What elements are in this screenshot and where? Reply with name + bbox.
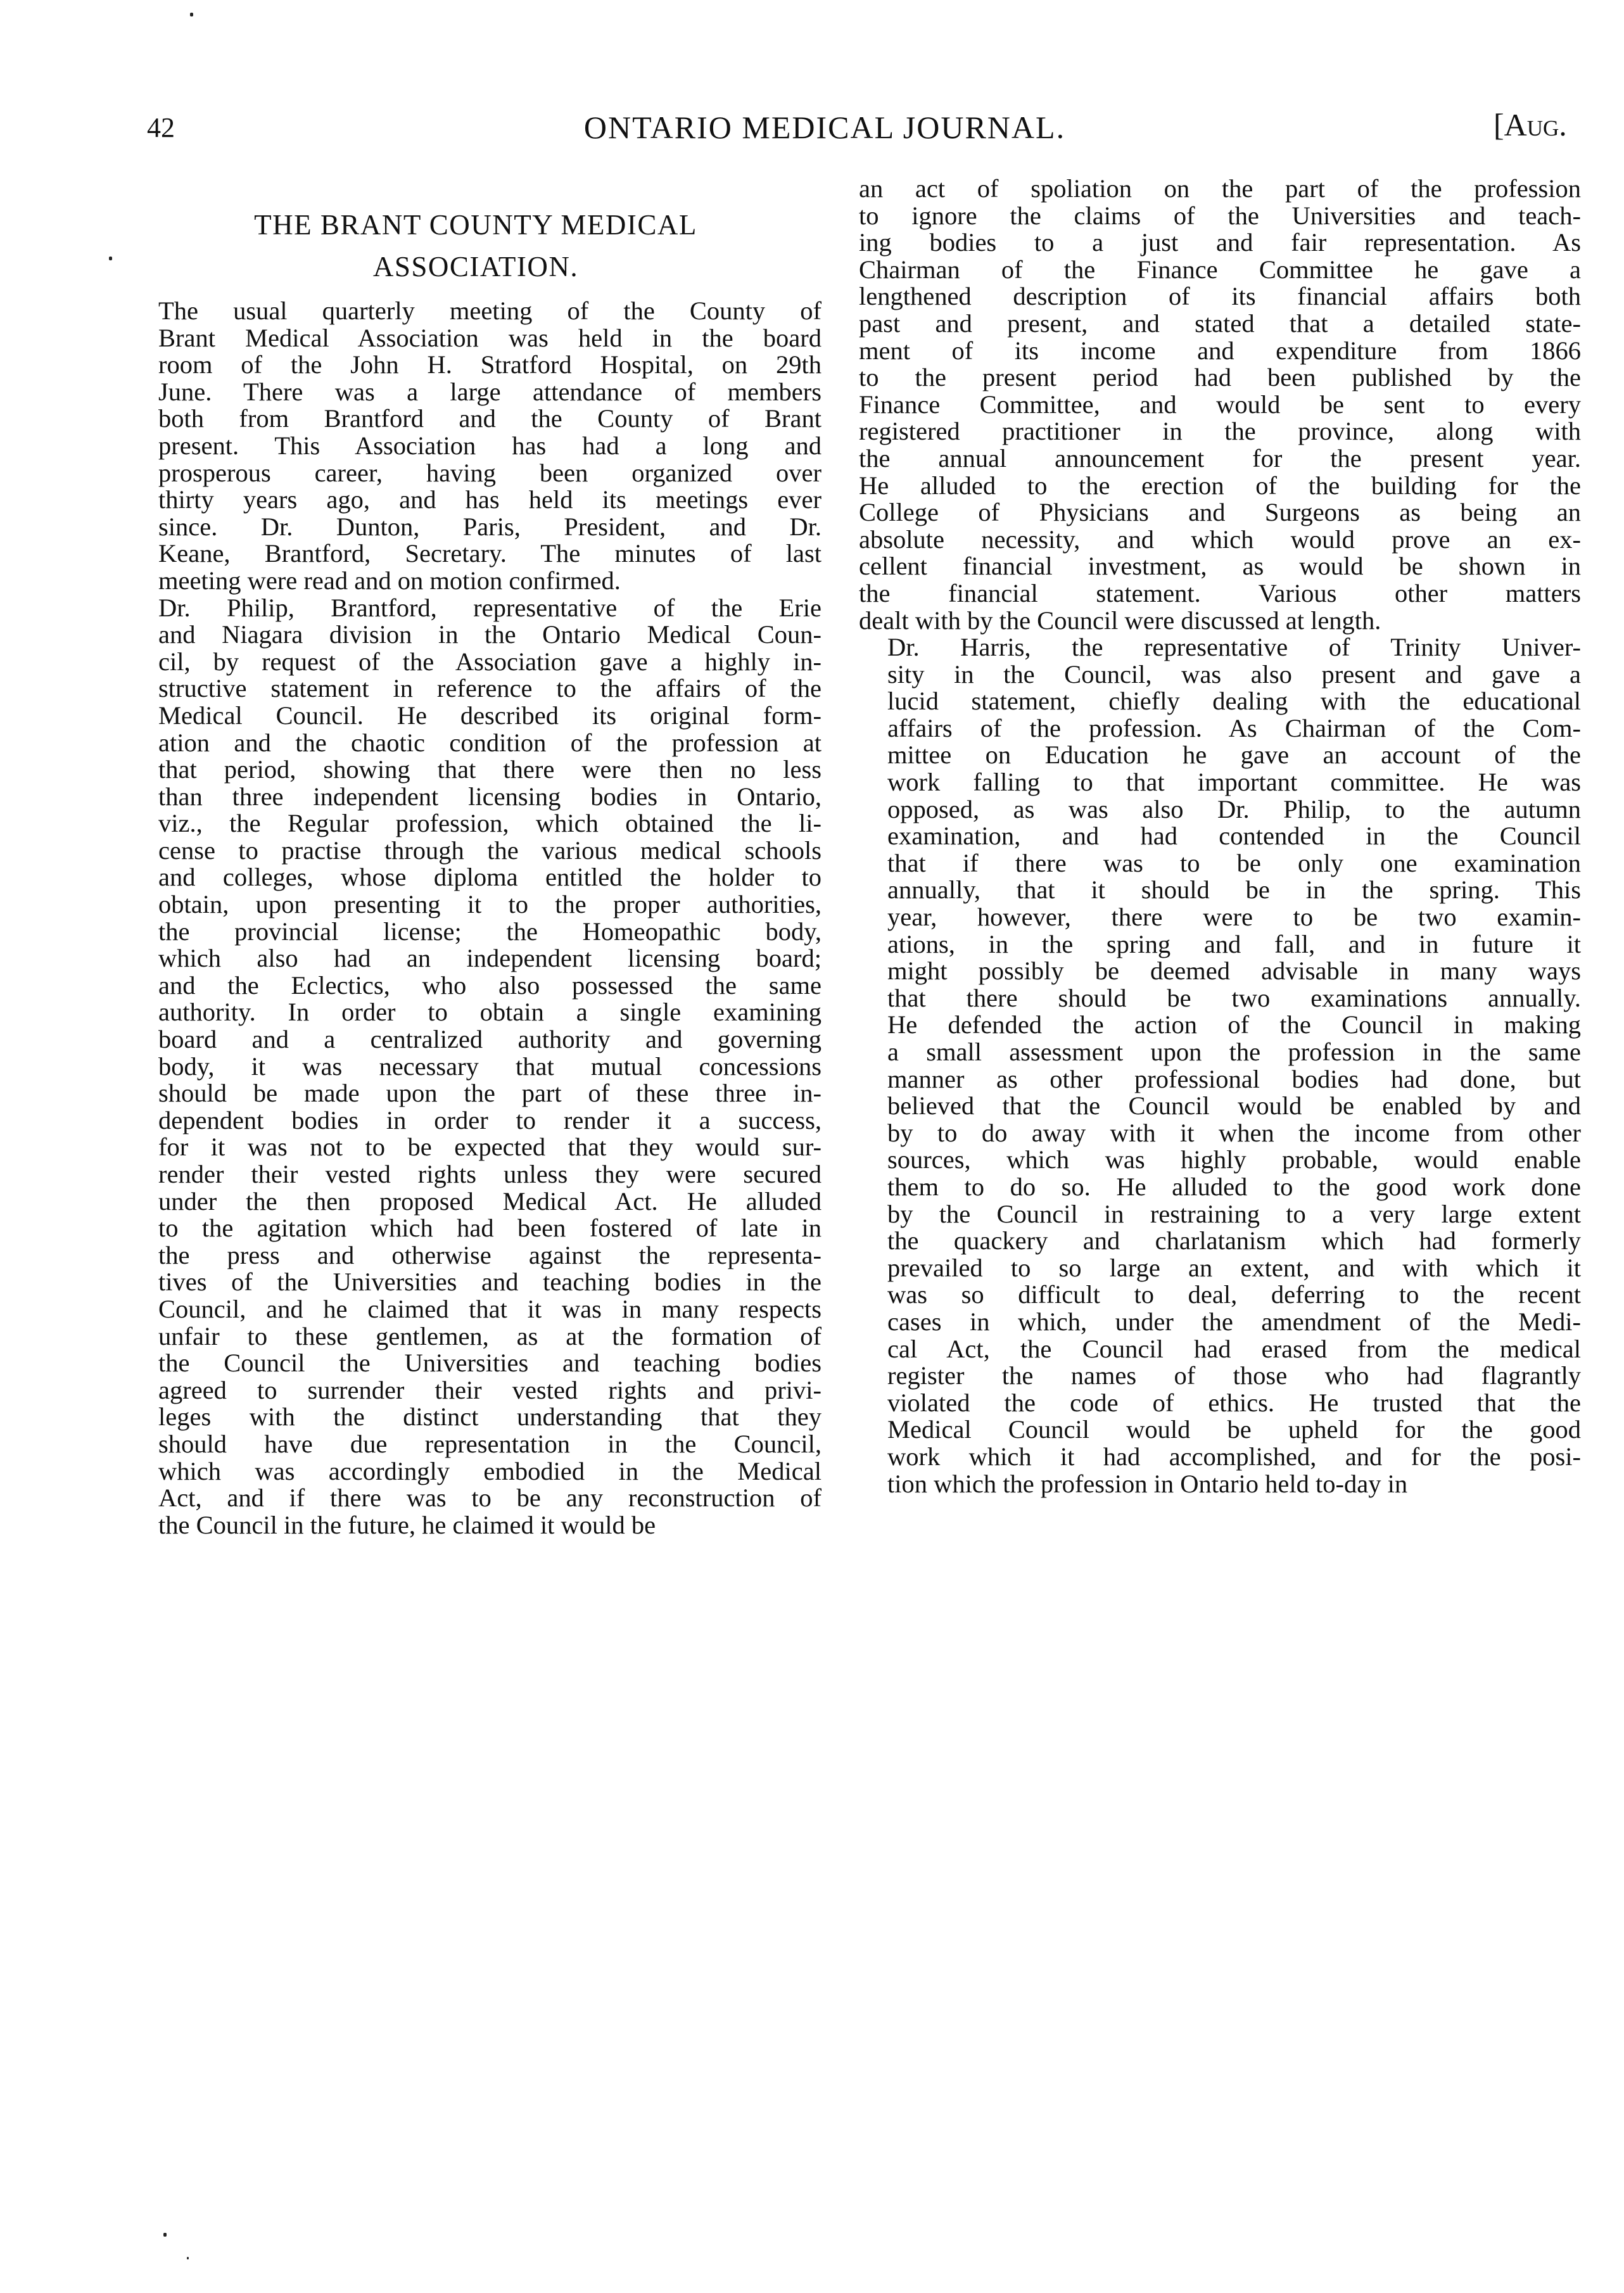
paragraph [859, 634, 1581, 1497]
text-line: room of the John H. Stratford Hospital, on 29th [158, 350, 822, 379]
text-line: opposed, as was also Dr. Philip, to the autumn [887, 794, 1581, 823]
text-line: past and present, and stated that a detailed state- [859, 308, 1581, 338]
text-line: agreed to surrender their vested rights and privi- [158, 1375, 822, 1404]
text-line: which was accordingly embodied in the Medical [158, 1456, 822, 1485]
text-line: both from Brantford and the County of Brant [158, 404, 822, 433]
text-line: Medical Council would be upheld for the good [887, 1415, 1581, 1444]
journal-title: ONTARIO MEDICAL JOURNAL. [583, 110, 1066, 145]
text-line: Dr. Philip, Brantford, representative of the Erie [158, 593, 822, 622]
text-line: structive statement in reference to the affairs of the [158, 674, 822, 703]
text-line: by the Council in restraining to a very large extent [887, 1199, 1581, 1228]
text-line: lucid statement, chiefly dealing with the educational [887, 687, 1581, 716]
scan-speck [163, 2233, 167, 2237]
text-line: Council, and he claimed that it was in many respects [158, 1294, 822, 1323]
text-line: and the Eclectics, who also possessed the same [158, 970, 822, 1000]
text-line: Chairman of the Finance Committee he gave a [859, 255, 1581, 284]
text-line: sity in the Council, was also present and gave a [887, 659, 1581, 689]
text-line: Dr. Harris, the representative of Trinity Univer- [887, 633, 1581, 662]
text-line: and colleges, whose diploma entitled the holder to [158, 863, 822, 892]
text-line: manner as other professional bodies had done, but [887, 1064, 1581, 1093]
text-line: the Council in the future, he claimed it would be [158, 1510, 656, 1539]
text-line: the annual announcement for the present year. [859, 443, 1581, 473]
text-line: by to do away with it when the income from other [887, 1118, 1581, 1147]
text-line: believed that the Council would be enabled by and [887, 1091, 1581, 1121]
text-line: viz., the Regular profession, which obtained the li- [158, 809, 822, 838]
text-line: The usual quarterly meeting of the County of [158, 296, 822, 325]
text-line: to the present period had been published by the [859, 363, 1581, 392]
text-line: board and a centralized authority and governing [158, 1025, 822, 1054]
text-line: them to do so. He alluded to the good work done [887, 1172, 1581, 1201]
left-column-body [130, 298, 822, 1539]
text-line: that period, showing that there were then no less [158, 755, 822, 784]
text-line: He alluded to the erection of the building for the [859, 471, 1581, 500]
text-line: than three independent licensing bodies in Ontario, [158, 782, 822, 811]
text-line: was so difficult to deal, deferring to the recent [887, 1280, 1581, 1309]
text-line: meeting were read and on motion confirmed. [158, 566, 621, 595]
text-line: ations, in the spring and fall, and in future it [887, 929, 1581, 958]
text-line: that if there was to be only one examination [887, 848, 1581, 877]
text-line: and Niagara division in the Ontario Medical Coun- [158, 620, 822, 649]
page-number: 42 [147, 112, 175, 143]
text-line: should have due representation in the Council, [158, 1429, 822, 1458]
issue-month: [Aug. [1494, 107, 1567, 143]
text-line: affairs of the profession. As Chairman of the Com- [887, 713, 1581, 742]
text-line: to ignore the claims of the Universities and teach- [859, 201, 1581, 230]
right-column [859, 175, 1581, 1497]
text-line: year, however, there were to be two examin- [887, 903, 1581, 932]
text-line: an act of spoliation on the part of the profession [859, 174, 1581, 203]
text-line: cellent financial investment, as would be shown in [859, 552, 1581, 581]
text-line: for it was not to be expected that they would sur- [158, 1133, 822, 1162]
text-line: ing bodies to a just and fair representation. As [859, 228, 1581, 257]
text-line: should be made upon the part of these three in- [158, 1079, 822, 1108]
text-line: unfair to these gentlemen, as at the formation of [158, 1321, 822, 1350]
text-line: render their vested rights unless they were secured [158, 1160, 822, 1188]
text-line: since. Dr. Dunton, Paris, President, and Dr. [158, 512, 822, 541]
text-line: ment of its income and expenditure from 1866 [859, 336, 1581, 365]
text-line: lengthened description of its financial affairs both [859, 282, 1581, 311]
text-line: authority. In order to obtain a single examining [158, 998, 822, 1027]
text-line: prosperous career, having been organized over [158, 458, 822, 487]
right-column-body [859, 175, 1581, 1497]
paragraph [130, 595, 822, 1539]
text-line: work falling to that important committee. He was [887, 768, 1581, 797]
text-line: under the then proposed Medical Act. He alluded [158, 1186, 822, 1216]
scan-speck [187, 2257, 189, 2259]
text-line: the provincial license; the Homeopathic body, [158, 917, 822, 946]
text-line: College of Physicians and Surgeons as being an [859, 498, 1581, 527]
text-line: Act, and if there was to be any reconstruction of [158, 1483, 822, 1513]
text-line: June. There was a large attendance of members [158, 377, 822, 406]
text-line: cases in which, under the amendment of the Medi- [887, 1307, 1581, 1336]
text-line: might possibly be deemed advisable in many ways [887, 956, 1581, 986]
text-line: cil, by request of the Association gave a highly in- [158, 647, 822, 676]
text-line: sources, which was highly probable, would enable [887, 1145, 1581, 1174]
text-line: registered practitioner in the province, along with [859, 417, 1581, 446]
text-line: the Council the Universities and teaching bodies [158, 1349, 822, 1378]
text-line: tion which the profession in Ontario held to-day in [887, 1469, 1408, 1498]
text-line: ation and the chaotic condition of the profession at [158, 728, 822, 757]
text-line: Medical Council. He described its original form- [158, 701, 822, 730]
paragraph [130, 298, 822, 595]
left-column [130, 204, 822, 1539]
text-line: cal Act, the Council had erased from the medical [887, 1334, 1581, 1363]
text-line: examination, and had contended in the Council [887, 822, 1581, 851]
text-line: the press and otherwise against the representa- [158, 1240, 822, 1269]
text-line: Finance Committee, and would be sent to every [859, 390, 1581, 419]
text-line: thirty years ago, and has held its meetings ever [158, 485, 822, 514]
text-line: work which it had accomplished, and for the posi- [887, 1442, 1581, 1471]
text-line: the quackery and charlatanism which had formerly [887, 1226, 1581, 1255]
text-line: tives of the Universities and teaching bodies in the [158, 1267, 822, 1297]
article-title-line: THE BRANT COUNTY MEDICAL [254, 209, 697, 241]
text-line: cense to practise through the various medical schools [158, 835, 822, 865]
text-line: annually, that it should be in the spring. This [887, 875, 1581, 905]
text-line: which also had an independent licensing board; [158, 944, 822, 973]
text-line: to the agitation which had been fostered of late in [158, 1214, 822, 1243]
text-line: absolute necessity, and which would prove an ex- [859, 524, 1581, 554]
scan-speck [109, 257, 112, 260]
article-title-line: ASSOCIATION. [372, 251, 579, 283]
text-line: a small assessment upon the profession in the same [887, 1038, 1581, 1066]
running-head [0, 106, 1624, 151]
text-line: leges with the distinct understanding that they [158, 1402, 822, 1432]
text-line: obtain, upon presenting it to the proper authorities, [158, 890, 822, 919]
text-line: mittee on Education he gave an account of the [887, 740, 1581, 770]
text-line: He defended the action of the Council in making [887, 1010, 1581, 1039]
text-line: dependent bodies in order to render it a success, [158, 1105, 822, 1134]
text-line: the financial statement. Various other matters [859, 578, 1581, 607]
text-line: violated the code of ethics. He trusted that the [887, 1388, 1581, 1417]
text-line: prevailed to so large an extent, and with which it [887, 1253, 1581, 1282]
text-line: dealt with by the Council were discussed at length. [859, 606, 1381, 635]
text-line: Brant Medical Association was held in the board [158, 323, 822, 352]
text-line: register the names of those who had flagrantly [887, 1361, 1581, 1390]
scan-speck [190, 13, 193, 16]
text-line: body, it was necessary that mutual concessions [158, 1051, 822, 1081]
text-line: present. This Association has had a long and [158, 431, 822, 460]
article-title [130, 204, 822, 288]
text-line: that there should be two examinations annually. [887, 983, 1581, 1012]
paragraph [859, 175, 1581, 634]
text-line: Keane, Brantford, Secretary. The minutes of last [158, 539, 822, 568]
